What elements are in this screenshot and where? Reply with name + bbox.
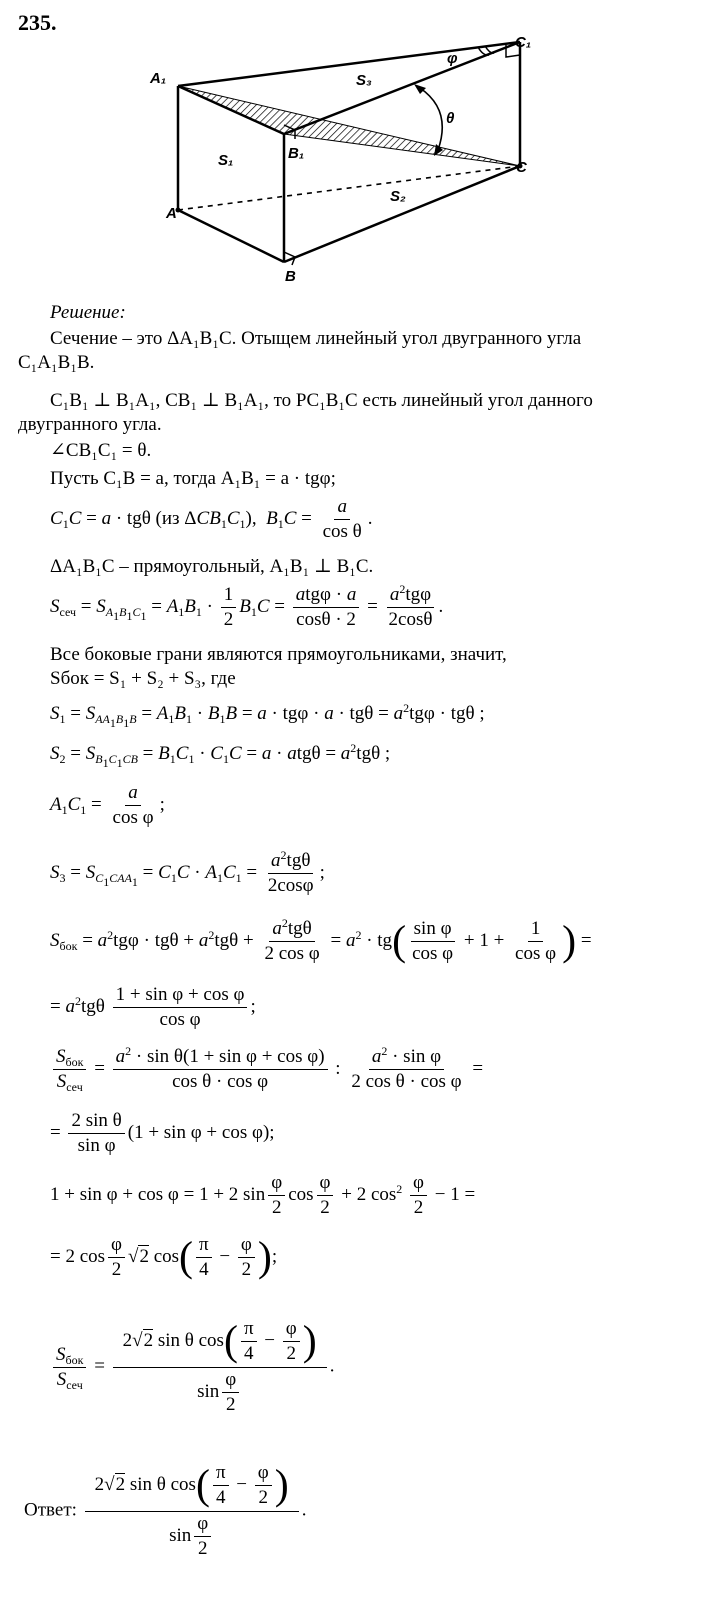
label-B: B: [285, 268, 296, 285]
intro-line-2: C₁A₁B₁B.: [18, 352, 95, 373]
label-C1: C₁: [515, 34, 532, 51]
angle-line: ∠CB₁C₁ = θ.: [50, 440, 152, 461]
s2-formula: $S_2 = S_{B_1C_1CB} = B_1C_1 \cdot C_1C = a \cdot atg\theta = a^2tg\theta$ ;: [50, 741, 391, 770]
label-A1: A₁: [150, 70, 167, 87]
s1-formula: $S_1 = S_{AA_1B_1B} = A_1B_1 \cdot B_1B = a \cdot tg\varphi \cdot a \cdot tg\theta = a^2tg\varphi \cdot tg\theta$ ;: [50, 701, 485, 730]
answer-label: Ответ:: [24, 1499, 77, 1521]
label-A: A: [166, 205, 177, 222]
label-C: C: [516, 159, 527, 176]
s-lateral-result: = $a^2tg\theta$ $\frac{\text{1 + sin φ + cos φ}}{\text{cos φ}}$ ;: [50, 984, 256, 1030]
s-lateral-formula: $S_{бок} = a^2tg\varphi \cdot tg\theta + a^2tg\theta$ + $\frac{a^2tg\theta}{\text{2 cos φ}}$ = $a^2 \cdot tg$( $\frac{\text{sin φ}}{\text{cos φ}}$ + 1 + $\frac{1}{\text{cos φ}}$ ) =: [50, 916, 592, 965]
solution-heading: Решение:: [50, 302, 126, 323]
final-ratio: $\frac{S_{бок}}{S_{сеч}}$ = 2√2 sin θ cos( $\frac{\pi}{4}$ − $\frac{\varphi}{2}$ ) sin $\frac{\varphi}{2}$ .: [50, 1318, 334, 1416]
intro-line-1: Сечение – это ΔA₁B₁C. Отыщем линейный угол двугранного угла: [50, 328, 582, 349]
perp-line-1: C₁B₁ ⊥ B₁A₁, CB₁ ⊥ B₁A₁, то PC₁B₁C есть линейный угол данного: [50, 390, 593, 411]
label-theta: θ: [446, 110, 455, 127]
label-S2: S₂: [390, 188, 406, 205]
c1c-formula: $C_1C = a \cdot tg\theta$ (из $\Delta CB_1C_1$), $B_1C$ = $\frac{a}{\text{cos θ}}$ .: [50, 496, 373, 542]
identity-line-1: 1 + sin φ + cos φ = 1 + 2 sin $\frac{\varphi}{2}$ cos $\frac{\varphi}{2}$ + 2 $\cos^2$ $\frac{\varphi}{2}$ − 1 =: [50, 1172, 476, 1218]
label-S1: S₁: [218, 152, 234, 169]
perp-line-2: двугранного угла.: [18, 414, 162, 435]
label-S3: S₃: [356, 72, 372, 89]
a1c1-formula: $A_1C_1$ = $\frac{a}{\text{cos φ}}$ ;: [50, 782, 165, 828]
lateral-line-2: Sбок = S₁ + S₂ + S₃, где: [50, 668, 236, 689]
label-B1: B₁: [288, 145, 305, 162]
prism-figure: [0, 0, 719, 300]
label-phi: φ: [447, 50, 458, 67]
identity-line-2: = 2 cos $\frac{\varphi}{2}$ √2 cos( $\frac{\pi}{4}$ − $\frac{\varphi}{2}$ );: [50, 1234, 278, 1281]
let-line: Пусть C₁B = a, тогда A₁B₁ = a · tgφ;: [50, 468, 336, 489]
ratio-formula: $\frac{S_{бок}}{S_{сеч}}$ = $\frac{a^2 \cdot \sin \theta(1 + \sin \varphi + \cos \varphi)}{\text{cos θ · cos φ}}$ : $\frac{a^2 \cdot \sin \varphi}{\text{2 cos θ · cos φ}}$ =: [50, 1046, 483, 1093]
right-triangle-line: ΔA₁B₁C – прямоугольный, A₁B₁ ⊥ B₁C.: [50, 556, 374, 577]
problem-number: 235.: [18, 10, 57, 35]
s-section-formula: $S_{сеч} = S_{A_1B_1C_1} = A_1B_1$ · $\frac{1}{2}$ $B_1C$ = $\frac{\text{atgφ · a}}{\cos\theta \cdot 2}$ = $\frac{a^2tg\varphi}{2\cos\theta}$ .: [50, 582, 444, 630]
s3-formula: $S_3 = S_{C_1CAA_1} = C_1C \cdot A_1C_1$ = $\frac{a^2tg\theta}{2\cos\varphi}$ ;: [50, 848, 325, 896]
lateral-line-1: Все боковые грани являются прямоугольниками, значит,: [50, 644, 507, 665]
answer: Ответ: 2√2 sin θ cos( $\frac{\pi}{4}$ − $\frac{\varphi}{2}$ ) sin $\frac{\varphi}{2}$ .: [24, 1462, 307, 1559]
ratio-result: = $\frac{\text{2 sin θ}}{\text{sin φ}}$ (1 + sin φ + cos φ);: [50, 1110, 275, 1156]
